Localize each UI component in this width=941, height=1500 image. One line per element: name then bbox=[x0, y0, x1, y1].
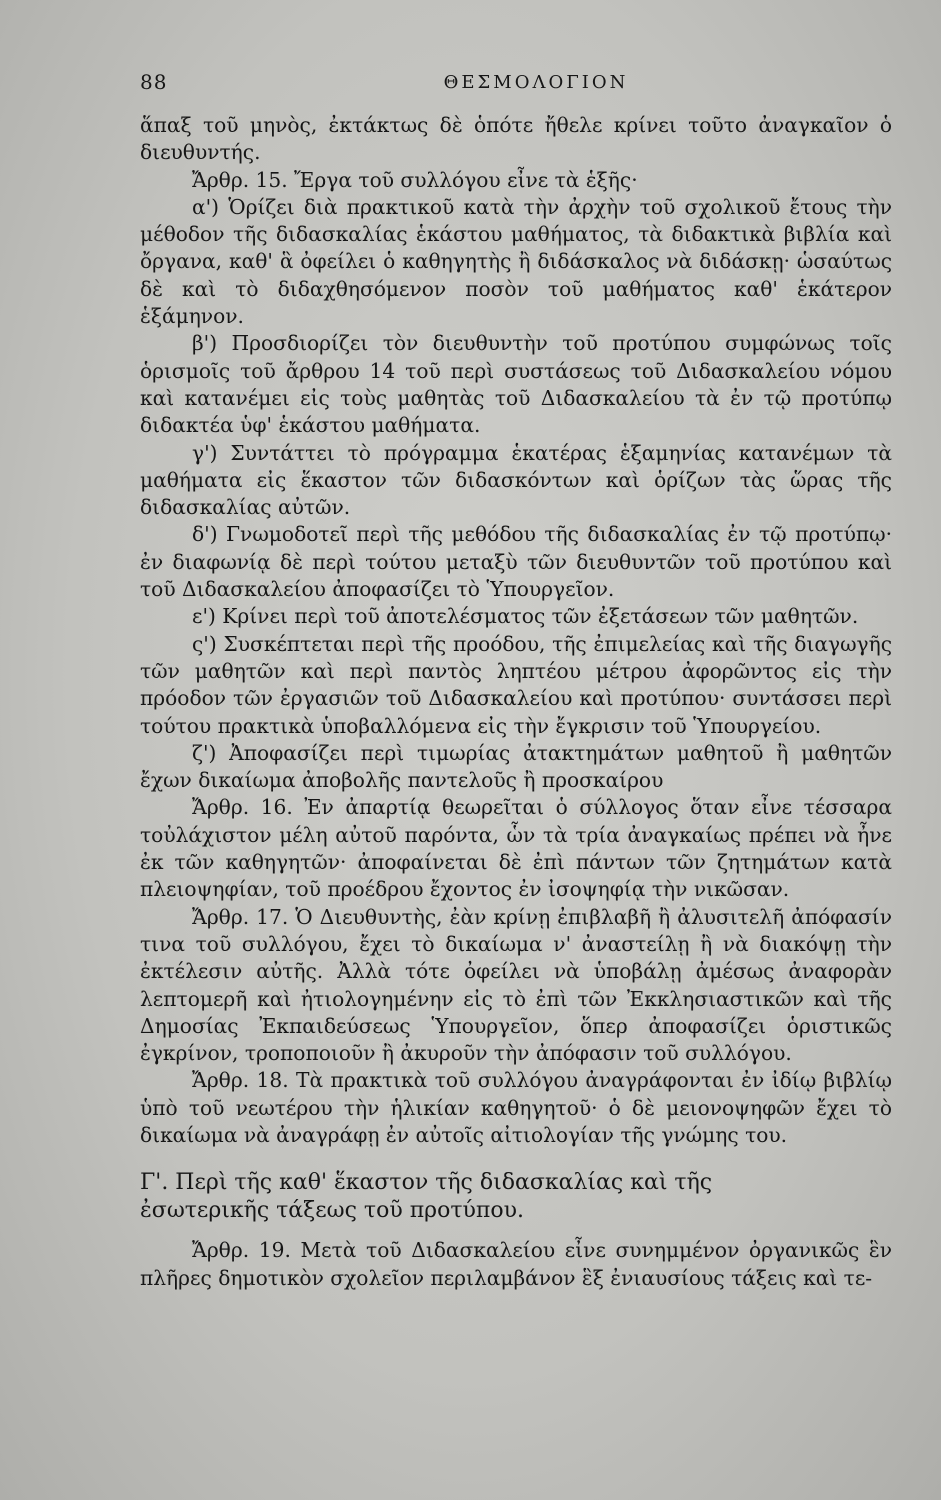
section-heading-line2: ἐσωτερικῆς τάξεως τοῦ προτύπου. bbox=[140, 1198, 524, 1224]
article-15-heading: Ἄρθρ. 15. Ἔργα τοῦ συλλόγου εἶνε τὰ ἑξῆς· bbox=[192, 167, 638, 192]
section-heading-line1: Γ'. Περὶ τῆς καθ' ἕκαστον τῆς διδασκαλίας καὶ τῆς bbox=[140, 1170, 713, 1196]
page-number: 88 bbox=[140, 70, 168, 94]
article-15-item-f: ς') Συσκέπτεται περὶ τῆς προόδου, τῆς ἐπιμελείας καὶ τῆς διαγωγῆς τῶν μαθητῶν καὶ περὶ παντὸς ληπτέου μέτρου ἀφορῶντος εἰς τὴν πρόοδον τῶν ἐργασιῶν τοῦ Διδασκαλείου καὶ προτύπου· συντάσσει περὶ τούτου πρακτικὰ ὑποβαλλόμενα εἰς τὴν ἔγκρισιν τοῦ Ὑπουργείου. bbox=[140, 631, 892, 738]
article-18: Ἄρθρ. 18. Τὰ πρακτικὰ τοῦ συλλόγου ἀναγράφονται ἐν ἰδίῳ βιβλίῳ ὑπὸ τοῦ νεωτέρου τὴν ἡλικίαν καθηγητοῦ· ὁ δὲ μειονοψηφῶν ἔχει τὸ δικαίωμα νὰ ἀναγράφῃ ἐν αὐτοῖς αἰτιολογίαν τῆς γνώμης του. bbox=[140, 1068, 892, 1147]
section-heading bbox=[140, 1169, 892, 1225]
article-17: Ἄρθρ. 17. Ὁ Διευθυντὴς, ἐὰν κρίνῃ ἐπιβλαβῆ ἢ ἀλυσιτελῆ ἀπόφασίν τινα τοῦ συλλόγου, ἔχει τὸ δικαίωμα ν' ἀναστείλῃ ἢ νὰ διακόψῃ τὴν ἐκτέλεσιν αὐτῆς. Ἀλλὰ τότε ὀφείλει νὰ ὑποβάλῃ ἀμέσως ἀναφορὰν λεπτομερῆ καὶ ἠτιολογημένην εἰς τὸ ἐπὶ τῶν Ἐκκλησιαστικῶν καὶ τῆς Δημοσίας Ἐκπαιδεύσεως Ὑπουργεῖον, ὅπερ ἀποφασίζει ὁριστικῶς ἐγκρίνον, τροποποιοῦν ἢ ἀκυροῦν τὴν ἀπόφασιν τοῦ συλλόγου. bbox=[140, 904, 892, 1066]
article-15-item-e: ε') Κρίνει περὶ τοῦ ἀποτελέσματος τῶν ἐξετάσεων τῶν μαθητῶν. bbox=[192, 604, 859, 629]
paragraph-continuation: ἅπαξ τοῦ μηνὸς, ἐκτάκτως δὲ ὁπότε ἤθελε κρίνει τοῦτο ἀναγκαῖον ὁ διευθυντής. bbox=[140, 113, 892, 165]
article-16: Ἄρθρ. 16. Ἐν ἀπαρτίᾳ θεωρεῖται ὁ σύλλογος ὅταν εἶνε τέσσαρα τοὐλάχιστον μέλη αὐτοῦ παρόντα, ὧν τὰ τρία ἀναγκαίως πρέπει νὰ ἦνε ἐκ τῶν καθηγητῶν· ἀποφαίνεται δὲ ἐπὶ πάντων τῶν ζητημάτων κατὰ πλειοψηφίαν, τοῦ προέδρου ἔχοντος ἐν ἰσοψηφίᾳ τὴν νικῶσαν. bbox=[140, 795, 892, 902]
running-head: ΘΕΣΜΟΛΟΓΙΟΝ bbox=[443, 72, 629, 93]
article-15-item-b: β') Προσδιορίζει τὸν διευθυντὴν τοῦ προτύπου συμφώνως τοῖς ὁρισμοῖς τοῦ ἄρθρου 14 τοῦ περὶ συστάσεως τοῦ Διδασκαλείου νόμου καὶ κατανέμει εἰς τοὺς μαθητὰς τοῦ Διδασκαλείου τὰ ἐν τῷ προτύπῳ διδακτέα ὑφ' ἑκάστου μαθήματα. bbox=[140, 331, 892, 438]
article-19: Ἄρθρ. 19. Μετὰ τοῦ Διδασκαλείου εἶνε συνημμένον ὀργανικῶς ἓν πλῆρες δημοτικὸν σχολεῖον περιλαμβάνον ἓξ ἐνιαυσίους τάξεις καὶ τε- bbox=[140, 1238, 892, 1290]
article-15-item-a: α') Ὁρίζει διὰ πρακτικοῦ κατὰ τὴν ἀρχὴν τοῦ σχολικοῦ ἔτους τὴν μέθοδον τῆς διδασκαλίας ἑκάστου μαθήματος, τὰ διδακτικὰ βιβλία καὶ ὄργανα, καθ' ἃ ὀφείλει ὁ καθηγητὴς ἢ διδάσκαλος νὰ διδάσκῃ· ὡσαύτως δὲ καὶ τὸ διδαχθησόμενον ποσὸν τοῦ μαθήματος καθ' ἑκάτερον ἑξάμηνον. bbox=[140, 194, 892, 329]
body-text bbox=[140, 112, 892, 1292]
page-header bbox=[140, 70, 892, 102]
article-15-item-g: ζ') Ἀποφασίζει περὶ τιμωρίας ἀτακτημάτων μαθητοῦ ἢ μαθητῶν ἔχων δικαίωμα ἀποβολῆς παντελοῦς ἢ προσκαίρου bbox=[140, 740, 892, 793]
article-15-item-d: δ') Γνωμοδοτεῖ περὶ τῆς μεθόδου τῆς διδασκαλίας ἐν τῷ προτύπῳ· ἐν διαφωνίᾳ δὲ περὶ τούτου μεταξὺ τῶν διευθυντῶν τοῦ προτύπου καὶ τοῦ Διδασκαλείου ἀποφασίζει τὸ Ὑπουργεῖον. bbox=[140, 522, 892, 602]
article-15-item-c: γ') Συντάττει τὸ πρόγραμμα ἑκατέρας ἑξαμηνίας κατανέμων τὰ μαθήματα εἰς ἕκαστον τῶν διδασκόντων καὶ ὁρίζων τὰς ὥρας τῆς διδασκαλίας αὐτῶν. bbox=[140, 440, 892, 520]
